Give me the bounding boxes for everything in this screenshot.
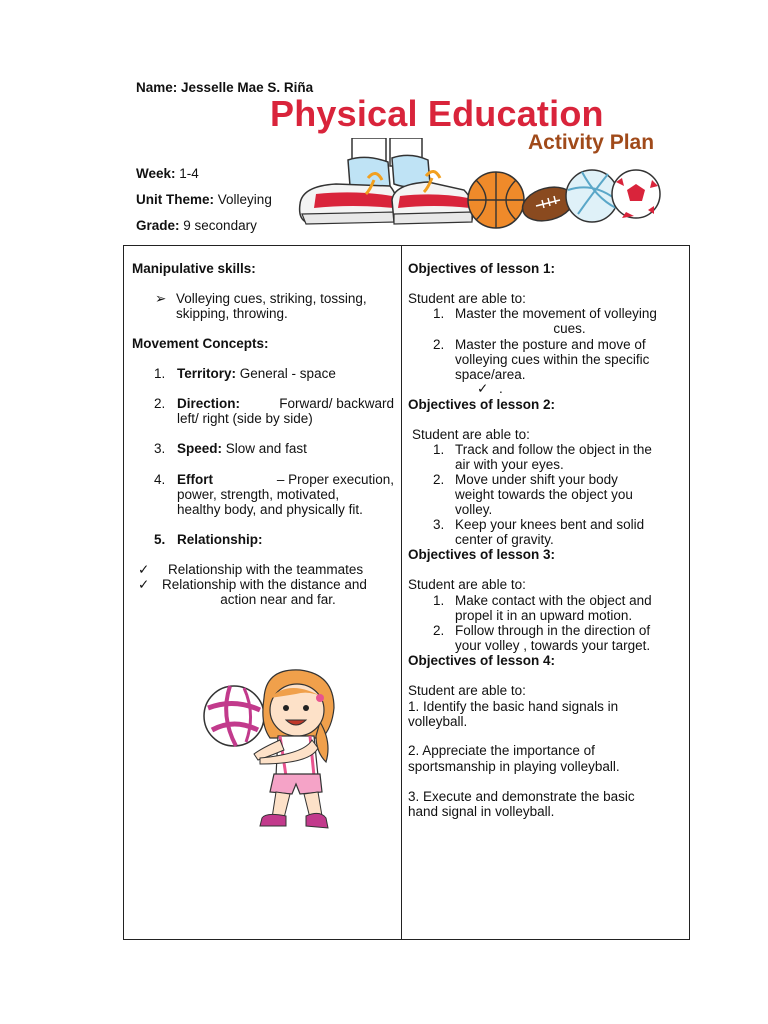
- relationship-item: Relationship with the distance and: [162, 577, 367, 592]
- objective-item-continued: air with your eyes.: [455, 457, 564, 472]
- week-value: 1-4: [179, 166, 199, 181]
- shoes-and-balls-illustration: [296, 138, 662, 234]
- direction-term: Direction:: [177, 396, 241, 411]
- manipulative-skills-heading: Manipulative skills:: [132, 261, 256, 276]
- grade-label: Grade:: [136, 218, 180, 233]
- relationship-item: Relationship with the teammates: [168, 562, 364, 577]
- arrow-bullet-icon: ➢: [155, 291, 167, 306]
- theme-label: Unit Theme:: [136, 192, 215, 207]
- list-number: 5.: [154, 532, 166, 547]
- effort-text: – Proper execution,: [276, 472, 394, 487]
- effort-term: Effort: [177, 472, 213, 487]
- manipulative-skills-line: Volleying cues, striking, tossing,: [176, 291, 367, 306]
- column-divider: [401, 246, 402, 939]
- relationship-item-continued: action near and far.: [220, 592, 336, 607]
- objective-item: Follow through in the direction of: [455, 623, 651, 638]
- objective-item-continued: weight towards the object you: [455, 487, 633, 502]
- list-number: 2.: [433, 337, 445, 352]
- territory-term: Territory:: [177, 366, 237, 381]
- page-title: Physical Education: [270, 93, 604, 134]
- list-item: [177, 441, 307, 456]
- objective-item: Move under shift your body: [455, 472, 618, 487]
- objective-line: Master the posture and move of: [455, 337, 646, 352]
- objective-item-continued: hand signal in volleyball.: [408, 804, 555, 819]
- list-item: [177, 472, 394, 487]
- page-subtitle: Activity Plan: [528, 131, 655, 154]
- grade-line: [136, 218, 257, 233]
- girl-with-volleyball-illustration: [200, 668, 360, 840]
- list-number: 1.: [433, 442, 445, 457]
- list-number: 2.: [433, 623, 445, 638]
- objectives-intro: Student are able to:: [408, 291, 526, 306]
- objective-item-continued: volley.: [455, 502, 493, 517]
- list-number: 1.: [154, 366, 166, 381]
- volleyball-icon: [566, 170, 618, 222]
- objective-item-continued: volleyball.: [408, 714, 468, 729]
- theme-value: Volleying: [217, 192, 272, 207]
- objective-item-continued: space/area.: [455, 367, 526, 382]
- direction-text: Forward/ backward: [279, 396, 394, 411]
- list-item-continued: healthy body, and physically fit.: [177, 502, 363, 517]
- objectives-intro: Student are able to:: [408, 577, 526, 592]
- grade-value: 9 secondary: [183, 218, 257, 233]
- objectives-lesson-2-heading: Objectives of lesson 2:: [408, 397, 556, 412]
- list-number: 2.: [154, 396, 166, 411]
- objective-item-continued: your volley , towards your target.: [455, 638, 651, 653]
- week-label: Week:: [136, 166, 176, 181]
- objectives-lesson-4-heading: Objectives of lesson 4:: [408, 653, 556, 668]
- list-item-continued: [177, 487, 394, 502]
- list-number: 3.: [433, 517, 445, 532]
- objective-item-continued: propel it in an upward motion.: [455, 608, 633, 623]
- objective-item: Track and follow the object in the: [455, 442, 652, 457]
- relationship-term: Relationship:: [177, 532, 263, 547]
- right-column: [408, 246, 684, 939]
- objective-item: Keep your knees bent and solid: [455, 517, 645, 532]
- objective-item: 3. Execute and demonstrate the basic: [408, 789, 635, 804]
- objective-item-continued: center of gravity.: [455, 532, 554, 547]
- objective-item-continued: sportsmanship in playing volleyball.: [408, 759, 620, 774]
- objective-item: Master the movement of volleying: [455, 306, 657, 321]
- movement-concepts-heading: Movement Concepts:: [132, 336, 269, 351]
- objectives-lesson-3-heading: Objectives of lesson 3:: [408, 547, 556, 562]
- basketball-icon: [468, 172, 524, 228]
- list-item: [177, 366, 336, 381]
- objective-item: 2. Appreciate the importance of: [408, 743, 595, 758]
- objective-item: Make contact with the object and: [455, 593, 652, 608]
- territory-text: General - space: [239, 366, 336, 381]
- list-number: 3.: [154, 441, 166, 456]
- effort-line: power, strength, motivated,: [177, 487, 340, 502]
- checkmark-icon: ✓: [138, 562, 150, 577]
- check-item: .: [499, 381, 503, 396]
- unit-theme-line: [136, 192, 272, 207]
- objectives-lesson-1-heading: Objectives of lesson 1:: [408, 261, 556, 276]
- objective-item: [455, 337, 684, 352]
- week-line: [136, 166, 199, 181]
- list-number: 2.: [433, 472, 445, 487]
- objectives-intro: Student are able to:: [408, 683, 526, 698]
- list-item: [177, 396, 394, 411]
- list-number: 4.: [154, 472, 166, 487]
- objective-item: 1. Identify the basic hand signals in: [408, 699, 619, 714]
- speed-text: Slow and fast: [225, 441, 307, 456]
- name-value: Jesselle Mae S. Riña: [181, 80, 314, 95]
- legs-icon: [348, 138, 430, 189]
- objectives-intro: Student are able to:: [412, 427, 530, 442]
- soccer-ball-icon: [612, 170, 660, 218]
- objective-item-continued: cues.: [553, 321, 586, 336]
- list-number: 1.: [433, 306, 445, 321]
- checkmark-icon: ✓: [138, 577, 150, 592]
- checkmark-icon: ✓: [477, 381, 489, 396]
- list-item-continued: left/ right (side by side): [177, 411, 313, 426]
- objective-item-continued: volleying cues within the specific: [455, 352, 650, 367]
- name-label: Name:: [136, 80, 178, 95]
- manipulative-skills-line: skipping, throwing.: [176, 306, 288, 321]
- volleyball-icon: [204, 686, 264, 746]
- list-number: 1.: [433, 593, 445, 608]
- speed-term: Speed:: [177, 441, 223, 456]
